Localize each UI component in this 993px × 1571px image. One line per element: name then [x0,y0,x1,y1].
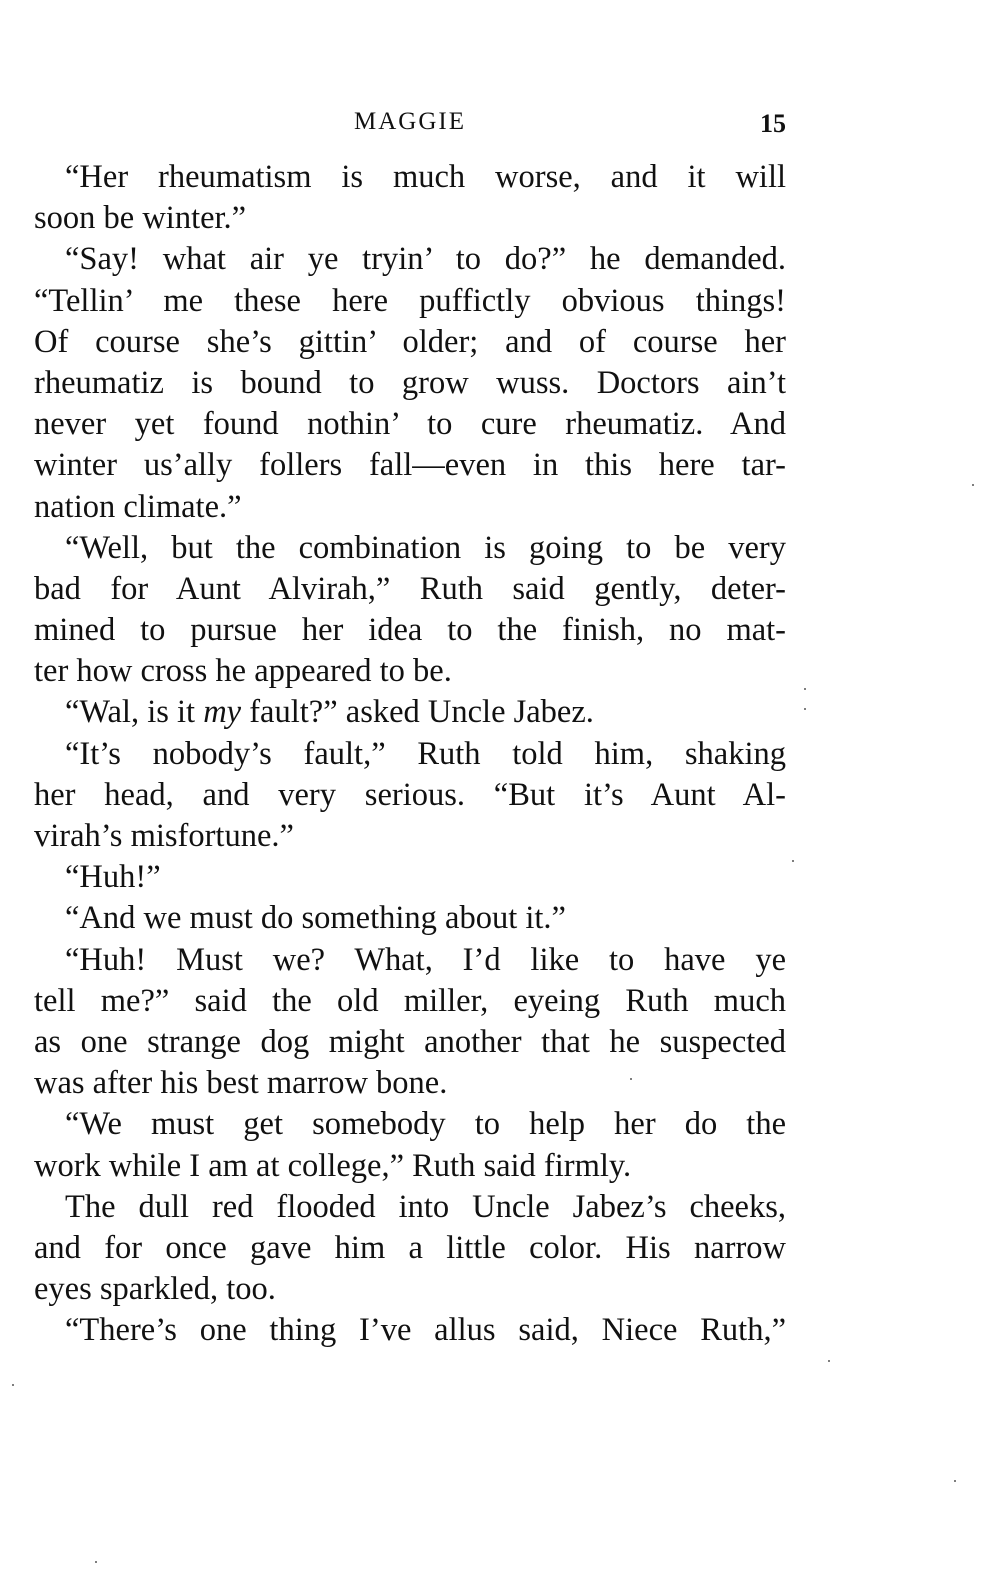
text-line: mined to pursue her idea to the finish, no mat- [34,612,786,649]
text-line: never yet found nothin’ to cure rheumatiz. And [34,406,786,443]
text-line: rheumatiz is bound to grow wuss. Doctors ain’t [34,364,786,401]
text-line: “And we must do something about it.” [65,900,566,937]
text-line: “Say! what air ye tryin’ to do?” he demanded. [65,241,786,278]
scan-speck [630,1078,632,1080]
text-line: and for once gave him a little color. His narrow [34,1229,786,1266]
text-line: “Huh!” [65,859,161,896]
scan-speck [12,1384,14,1386]
text-line: ter how cross he appeared to be. [34,653,452,690]
text-line: “There’s one thing I’ve allus said, Niece Ruth,” [65,1312,786,1349]
text-line: nation climate.” [34,488,242,525]
text-line [34,692,786,733]
body-text [34,157,786,1351]
scan-speck [95,1561,97,1563]
scan-speck [804,708,806,710]
text-line: soon be winter.” [34,200,247,237]
scan-speck [804,688,806,690]
scan-speck [954,1480,956,1482]
scan-speck [792,860,794,862]
text-segment: fault?” asked Uncle Jabez. [241,694,594,731]
text-line: “Tellin’ me these here puffictly obvious things! [34,282,786,319]
text-line: “Her rheumatism is much worse, and it will [65,159,786,195]
text-line: “It’s nobody’s fault,” Ruth told him, shaking [65,735,786,772]
running-head [34,104,786,140]
running-title: MAGGIE [354,108,466,135]
text-line: bad for Aunt Alvirah,” Ruth said gently, deter- [34,570,786,607]
text-line: as one strange dog might another that he suspected [34,1023,786,1060]
scan-speck [828,1360,830,1362]
text-line: “Well, but the combination is going to be very [65,529,786,566]
text-line: work while I am at college,” Ruth said firmly. [34,1147,632,1184]
text-line: Of course she’s gittin’ older; and of course her [34,323,786,360]
text-line: virah’s misfortune.” [34,818,294,854]
text-line: The dull red flooded into Uncle Jabez’s cheeks, [65,1188,786,1225]
text-line: “Huh! Must we? What, I’d like to have ye [65,941,786,978]
text-line: winter us’ally follers fall—even in this here tar- [34,447,786,484]
text-line: her head, and very serious. “But it’s Aunt Al- [34,776,786,813]
italic-emphasis: my [203,694,242,731]
text-line: tell me?” said the old miller, eyeing Ruth much [34,982,786,1019]
scan-speck [972,484,974,486]
text-segment: “Wal, is it [65,694,204,731]
text-line: “We must get somebody to help her do the [65,1106,786,1143]
page-number: 15 [760,109,786,138]
text-line: eyes sparkled, too. [34,1271,276,1308]
text-line: was after his best marrow bone. [34,1065,448,1102]
